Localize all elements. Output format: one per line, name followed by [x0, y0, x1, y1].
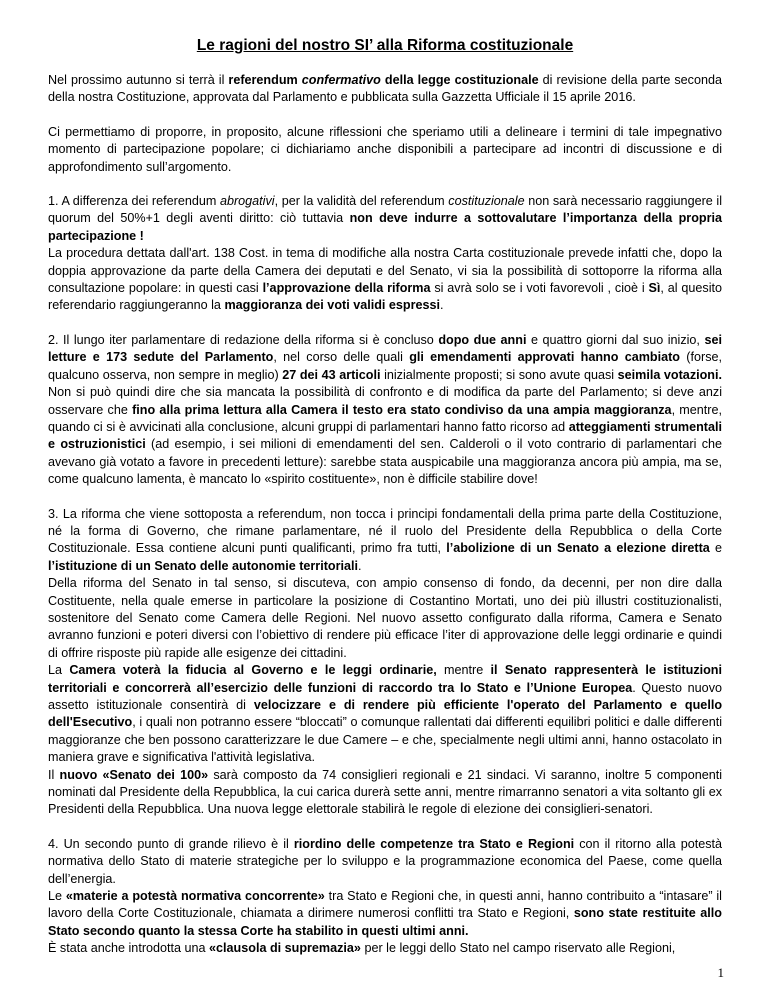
- text-run: , al quesito referendario raggiungeranno la: [48, 281, 723, 313]
- page-number: 1: [717, 965, 724, 980]
- text-run: Della riforma del Senato in tal senso, si discuteva, con ampio consenso di fondo, da decenni, per non dire dalla Costituente, nella quale emerse in particolare la posizione di Costantino Mortati, uno dei più illustri costituzionalisti, sostenitore del Senato come Camera delle Regioni. Nel nuovo assetto configurato dalla riforma, Camera e Senato avranno funzioni e poteri diversi con l’obiettivo di rendere più efficace l’iter di approvazione delle leggi ordinarie e quindi di offrire risposte più rapide alle esigenze dei cittadini.: [48, 576, 722, 660]
- text-run: tra Stato e Regioni che, in questi anni, hanno contribuito a “intasare” il lavoro della Corte Costituzionale, chiamata a dirimere numerosi conflitti tra Stato e Regioni,: [48, 889, 722, 921]
- text-run: 4. Un secondo punto di grande rilievo è il: [48, 836, 294, 851]
- text-run: .: [357, 558, 362, 573]
- text-run: Nel prossimo autunno si terrà il: [48, 73, 229, 87]
- text-run: riordino delle competenze tra Stato e Regioni: [293, 836, 575, 851]
- text-run: per le leggi dello Stato nel campo riservato alle Regioni,: [360, 941, 676, 956]
- paragraph-point-4-supremacy: [48, 940, 722, 957]
- text-run: velocizzare e di rendere più efficiente l'operato del Parlamento e quello dell'Esecutivo: [48, 698, 723, 730]
- text-run: sarà composto da 74 consiglieri regionali e 21 sindaci. Vi saranno, inoltre 5 componenti nominati dal Presidente della Repubblica, la cui carica durerà sette anni, mentre rimarranno senatori a vita soltanto gli ex Presidenti della Repubblica. Una nuova legge elettorale stabilirà le regole di elezione dei consiglieri-senatori.: [48, 767, 723, 817]
- text-run: costituzionale: [448, 194, 525, 209]
- text-run: 3. La riforma che viene sottoposta a referendum, non tocca i principi fondamentali della prima parte della Costituzione, né la forma di Governo, che rimane parlamentare, né il ruolo del Presidente della Repubblica o della Corte Costituzionale. Essa contiene alcuni punti qualificanti, primo fra tutti,: [48, 506, 722, 556]
- text-run: abrogativi: [219, 194, 275, 209]
- text-run: , i quali non potranno essere “bloccati” o comunque rallentati dai differenti equilibri politici e dalle differenti maggioranze che ben possono caratterizzare le due Camere – e che, specialmente negli ultimi anni, hanno ostacolato in maniera grave e significativa l'attività legislativa.: [48, 715, 722, 765]
- text-run: Le: [48, 889, 66, 904]
- text-run: Il: [48, 767, 60, 782]
- text-run: seimila votazioni.: [617, 367, 722, 382]
- text-run: della legge costituzionale: [380, 73, 539, 87]
- text-run: , nel corso delle quali: [273, 350, 410, 365]
- text-run: e quattro giorni dal suo inizio,: [526, 332, 705, 347]
- text-run: Non si può quindi dire che sia mancata la possibilità di confronto e di modifica da parte del Parlamento; si deve anzi osservare che: [48, 385, 722, 417]
- text-run: .: [440, 298, 444, 313]
- text-run: , mentre, quando ci si è avvicinati alla conclusione, alcuni gruppi di parlamentari hanno fatto ricorso ad: [48, 402, 722, 434]
- text-run: non deve indurre a sottovalutare l’importanza della propria partecipazione !: [48, 211, 722, 243]
- text-run: (ad esempio, i sei milioni di emendamenti del sen. Calderoli o il voto contrario di parlamentari che avevano già votato a favore in precedenti letture): sarebbe stata auspicabile una maggioranza ancora più ampia, ma se, come qualcuno lamenta, è mancato lo «spirito costituente», non è difficile stabilire dove!: [48, 437, 723, 487]
- text-run: Camera voterà la fiducia al Governo e le leggi ordinarie,: [69, 663, 437, 678]
- text-run: di revisione della parte seconda della nostra Costituzione, approvata dal Parlamento e pubblicata sulla Gazzetta Ufficiale il 15 aprile 2016.: [48, 73, 722, 105]
- paragraph-point-3-senato-100: [48, 767, 722, 819]
- text-run: l’approvazione della riforma: [262, 281, 431, 296]
- text-run: (forse, qualcuno osserva, non sempre in meglio): [48, 350, 722, 382]
- text-run: La procedura dettata dall'art. 138 Cost. in tema di modifiche alla nostra Carta costituzionale prevede infatti che, dopo la doppia approvazione da parte della Camera dei deputati e del Senato, vi sia la possibilità di sottoporre la riforma alla consultazione popolare: in questi casi: [48, 246, 722, 296]
- text-run: l’istituzione di un Senato delle autonomie territoriali: [48, 558, 358, 573]
- paragraph-point-4: [48, 836, 722, 888]
- paragraph-point-3: [48, 506, 722, 576]
- text-run: «clausola di supremazia»: [209, 941, 361, 956]
- paragraph-point-1-procedure: [48, 245, 722, 315]
- text-run: inizialmente proposti; si sono avute quasi: [380, 367, 618, 382]
- text-run: confermativo: [301, 73, 381, 87]
- text-run: Ci permettiamo di proporre, in proposito, alcune riflessioni che speriamo utili a delineare i termini di tale impegnativo momento di partecipazione popolare; ci dichiariamo anche disponibili a partecipare ad incontri di discussione e di approfondimento sull’argomento.: [48, 124, 722, 174]
- paragraph-proposal: [48, 124, 722, 176]
- text-run: il Senato rappresenterà le istituzioni territoriali e concorrerà all’esercizio delle funzioni di raccordo tra lo Stato e l’Unione Europea: [48, 663, 722, 695]
- text-run: sei letture e 173 sedute del Parlamento: [48, 332, 722, 365]
- text-run: dopo due anni: [438, 332, 527, 347]
- text-run: , per la validità del referendum: [274, 194, 449, 209]
- text-run: È stata anche introdotta una: [48, 941, 210, 956]
- paragraph-point-2: [48, 332, 722, 489]
- text-run: sono state restituite allo Stato secondo quanto la stessa Corte ha stabilito in questi ultimi anni.: [48, 906, 722, 938]
- text-run: e: [709, 541, 722, 556]
- paragraph-point-3-senate-reform: [48, 575, 722, 662]
- text-run: maggioranza dei voti validi espressi: [224, 298, 441, 313]
- text-run: non sarà necessario raggiungere il quorum del 50%+1 degli aventi diritto: ciò tuttavia: [48, 194, 723, 226]
- text-run: «materie a potestà normativa concorrente»: [65, 889, 325, 904]
- text-run: con il ritorno alla potestà normativa dello Stato di materie strategiche per lo sviluppo e la programmazione economica del Paese, come quella dell’energia.: [48, 836, 723, 886]
- text-run: 27 dei 43 articoli: [282, 367, 381, 382]
- text-run: Sì: [648, 281, 661, 296]
- text-run: nuovo «Senato dei 100»: [59, 767, 209, 782]
- text-run: referendum: [228, 73, 302, 87]
- text-run: 1. A differenza dei referendum: [48, 194, 220, 209]
- text-run: si avrà solo se i voti favorevoli , cioè i: [430, 281, 649, 296]
- text-run: l’abolizione di un Senato a elezione diretta: [446, 541, 710, 556]
- text-run: fino alla prima lettura alla Camera il testo era stato condiviso da una ampia maggioranza: [132, 402, 672, 417]
- page-title: Le ragioni del nostro SI’ alla Riforma costituzionale: [196, 37, 574, 54]
- text-run: . Questo nuovo assetto istituzionale consentirà di: [48, 680, 722, 712]
- paragraph-intro: [48, 72, 722, 107]
- text-run: mentre: [436, 663, 491, 678]
- paragraph-point-1: [48, 193, 722, 245]
- paragraph-point-3-chambers: [48, 662, 722, 766]
- paragraph-point-4-concurrent: [48, 888, 722, 940]
- text-run: gli emendamenti approvati hanno cambiato: [409, 350, 680, 365]
- text-run: 2. Il lungo iter parlamentare di redazione della riforma si è concluso: [48, 332, 439, 347]
- text-run: La: [48, 663, 70, 678]
- text-run: atteggiamenti strumentali e ostruzionistici: [48, 419, 722, 452]
